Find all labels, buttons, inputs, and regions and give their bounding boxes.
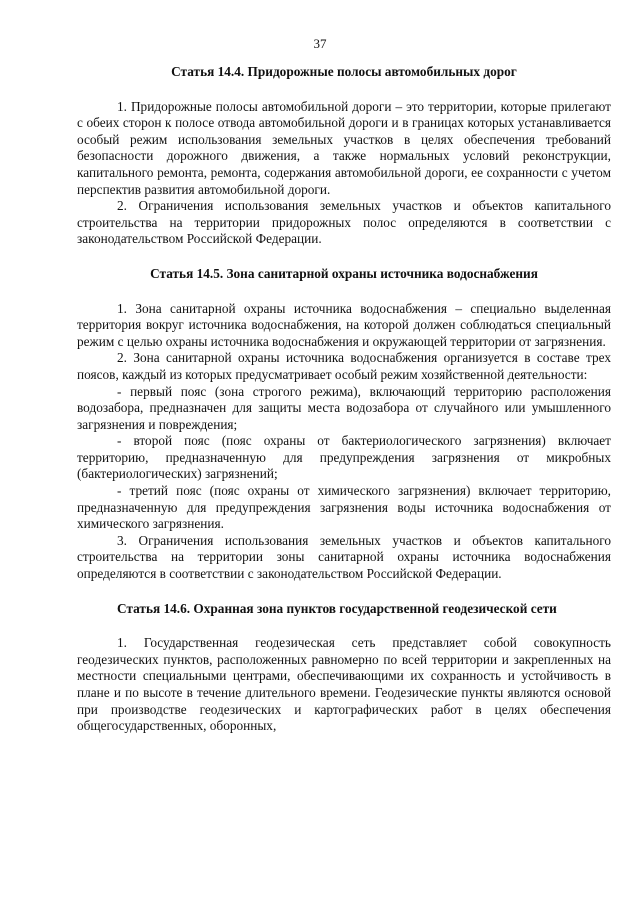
- document-body: [77, 60, 611, 735]
- paragraph: 1. Государственная геодезическая сеть представляет собой совокупность геодезических пунктов, расположенных равномерно по всей территории и закрепленных на местности специальными центрами, обеспечивающими их сохранность и устойчивость в плане и по высоте в течение длительного времени. Геодезические пункты являются основой при производстве геодезических и картографических работ в целях обеспечения общегосударственных, оборонных,: [77, 635, 611, 734]
- list-item: - первый пояс (зона строгого режима), включающий территорию расположения водозабора, предназначен для защиты места водозабора от случайного или умышленного загрязнения и повреждения;: [77, 383, 611, 432]
- section-title-14-4: Статья 14.4. Придорожные полосы автомобильных дорог: [171, 64, 517, 79]
- list-item: - второй пояс (пояс охраны от бактериологического загрязнения) включает территорию, предназначенную для предупреждения загрязнения от микробных (бактериологических) загрязнений;: [77, 433, 611, 482]
- section-title-14-5: Статья 14.5. Зона санитарной охраны источника водоснабжения: [150, 265, 538, 281]
- paragraph: 1. Придорожные полосы автомобильной дороги – это территории, которые прилегают с обеих сторон к полосе отвода автомобильной дороги и в границах которых устанавливается особый режим использования земельных участков в целях обеспечения требований безопасности дорожного движения, а также нормальных условий реконструкции, капитального ремонта, ремонта, содержания автомобильной дороги, ее сохранности с учетом перспектив развития автомобильной дороги.: [77, 98, 611, 197]
- paragraph: 3. Ограничения использования земельных участков и объектов капитального строительства на территории зоны санитарной охраны источника водоснабжения определяются в соответствии с законодательством Российской Федерации.: [77, 532, 611, 582]
- page-number: 37: [313, 36, 327, 51]
- paragraph: 1. Зона санитарной охраны источника водоснабжения – специально выделенная территория вокруг источника водоснабжения, на которой должен соблюдаться специальный режим с целью охраны источника водоснабжения и окружающей территории от загрязнения.: [77, 300, 611, 349]
- paragraph: 2. Зона санитарной охраны источника водоснабжения организуется в составе трех поясов, каждый из которых предусматривает особый режим хозяйственной деятельности:: [77, 350, 611, 382]
- paragraph: 2. Ограничения использования земельных участков и объектов капитального строительства на территории придорожных полос определяются в соответствии с законодательством Российской Федерации.: [77, 198, 611, 247]
- list-item: - третий пояс (пояс охраны от химического загрязнения) включает территорию, предназначенную для предупреждения загрязнения воды источника водоснабжения от химического загрязнения.: [77, 483, 611, 532]
- section-title-14-6: Статья 14.6. Охранная зона пунктов государственной геодезической сети: [117, 600, 557, 616]
